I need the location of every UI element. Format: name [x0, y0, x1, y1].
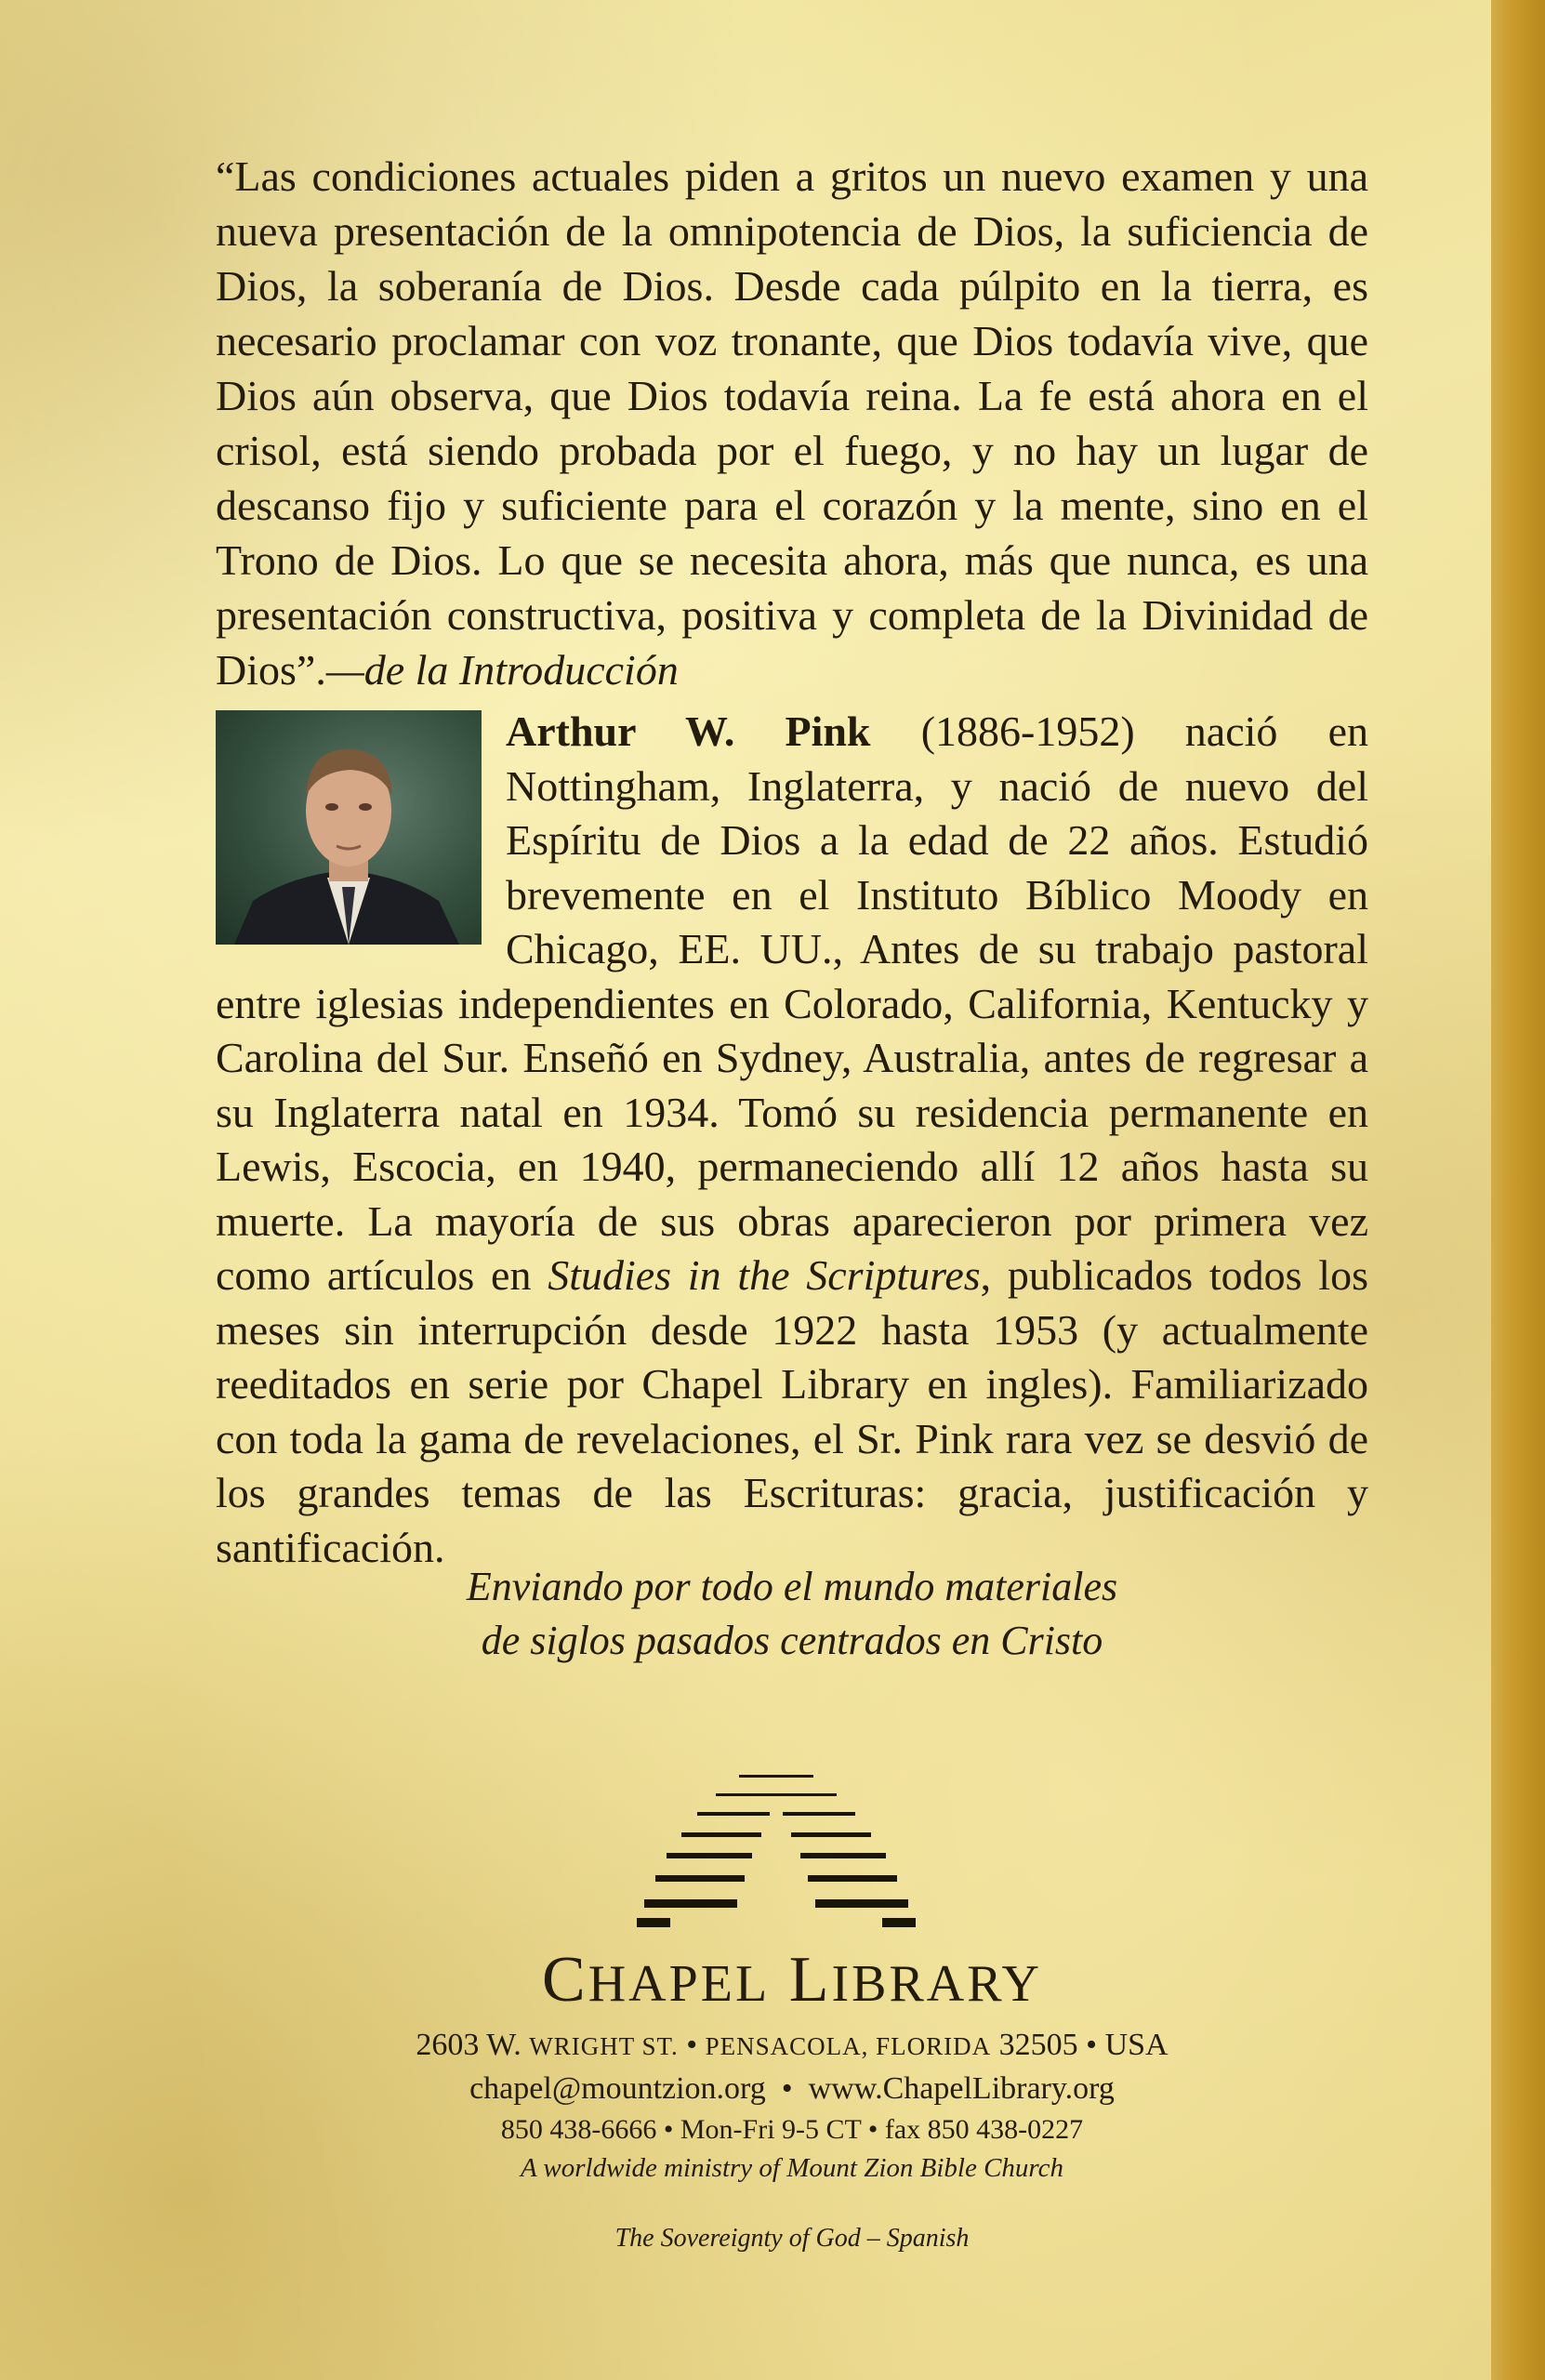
publisher-name: CHAPEL LIBRARY	[542, 1944, 1042, 2016]
author-biography	[216, 705, 1368, 1575]
ministry-line: A worldwide ministry of Mount Zion Bible Church	[520, 2153, 1064, 2183]
publisher-contact: chapel@mountzion.org • www.ChapelLibrary.org	[469, 2071, 1115, 2106]
email-link[interactable]: chapel@mountzion.org	[469, 2071, 766, 2106]
website-link[interactable]: www.ChapelLibrary.org	[808, 2071, 1115, 2106]
introduction-quote	[216, 149, 1368, 697]
book-spine-edge	[1491, 0, 1545, 2380]
motto-line-2: de siglos pasados centrados en Cristo	[481, 1618, 1103, 1663]
quote-text: “Las condiciones actuales piden a gritos un nuevo examen y una nueva presentación de la omnipotencia de Dios, la suficiencia de Dios, la soberanía de Dios. Desde cada púlpito en la tierra, es necesario proclamar con voz tronante, que Dios todavía vive, que Dios aún observa, que Dios todavía reina. La fe está ahora en el crisol, está siendo probada por el fuego, y no hay un lugar de descanso fijo y suficiente para el corazón y la mente, sino en el Trono de Dios. Lo que se necesita ahora, más que nunca, es una presentación constructiva, positiva y completa de la Divinidad de Dios”.	[216, 152, 1368, 694]
bio-text-part2: , publicados todos los meses sin interrupción desde 1922 hasta 1953 (y actualmente reeditados en serie por Chapel Library en ingles). Familiarizado con toda la gama de revelaciones, el Sr. Pink rara vez se desvió de los grandes temas de las Escrituras: gracia, justificación y santificación.	[216, 1251, 1368, 1571]
chapel-library-logo-icon	[600, 1771, 953, 1929]
publisher-phone-line: 850 438-6666 • Mon-Fri 9-5 CT • fax 850 438-0227	[500, 2114, 1084, 2145]
publisher-motto	[216, 1560, 1368, 1668]
publisher-address: 2603 W. WRIGHT ST. • PENSACOLA, FLORIDA 32505 • USA	[416, 2028, 1169, 2062]
book-title-line: The Sovereignty of God – Spanish	[614, 2224, 970, 2253]
bio-text-part1: (1886-1952) nació en Nottingham, Inglaterra, y nació de nuevo del Espíritu de Dios a la edad de 22 años. Estudió brevemente en el Instituto Bíblico Moody en Chicago, EE. UU., Antes de su trabajo pastoral entre iglesias independientes en Colorado, California, Kentucky y Carolina del Sur. Enseñó en Sydney, Australia, antes de regresar a su Inglaterra natal en 1934. Tomó su residencia permanente en Lewis, Escocia, en 1940, permaneciendo allí 12 años hasta su muerte. La mayoría de sus obras aparecieron por primera vez como artículos en	[216, 707, 1368, 1299]
journal-title: Studies in the Scriptures	[548, 1251, 981, 1299]
author-portrait	[216, 710, 482, 945]
quote-source: —de la Introducción	[325, 646, 679, 694]
motto-line-1: Enviando por todo el mundo materiales	[466, 1564, 1118, 1609]
author-name: Arthur W. Pink	[506, 707, 871, 755]
